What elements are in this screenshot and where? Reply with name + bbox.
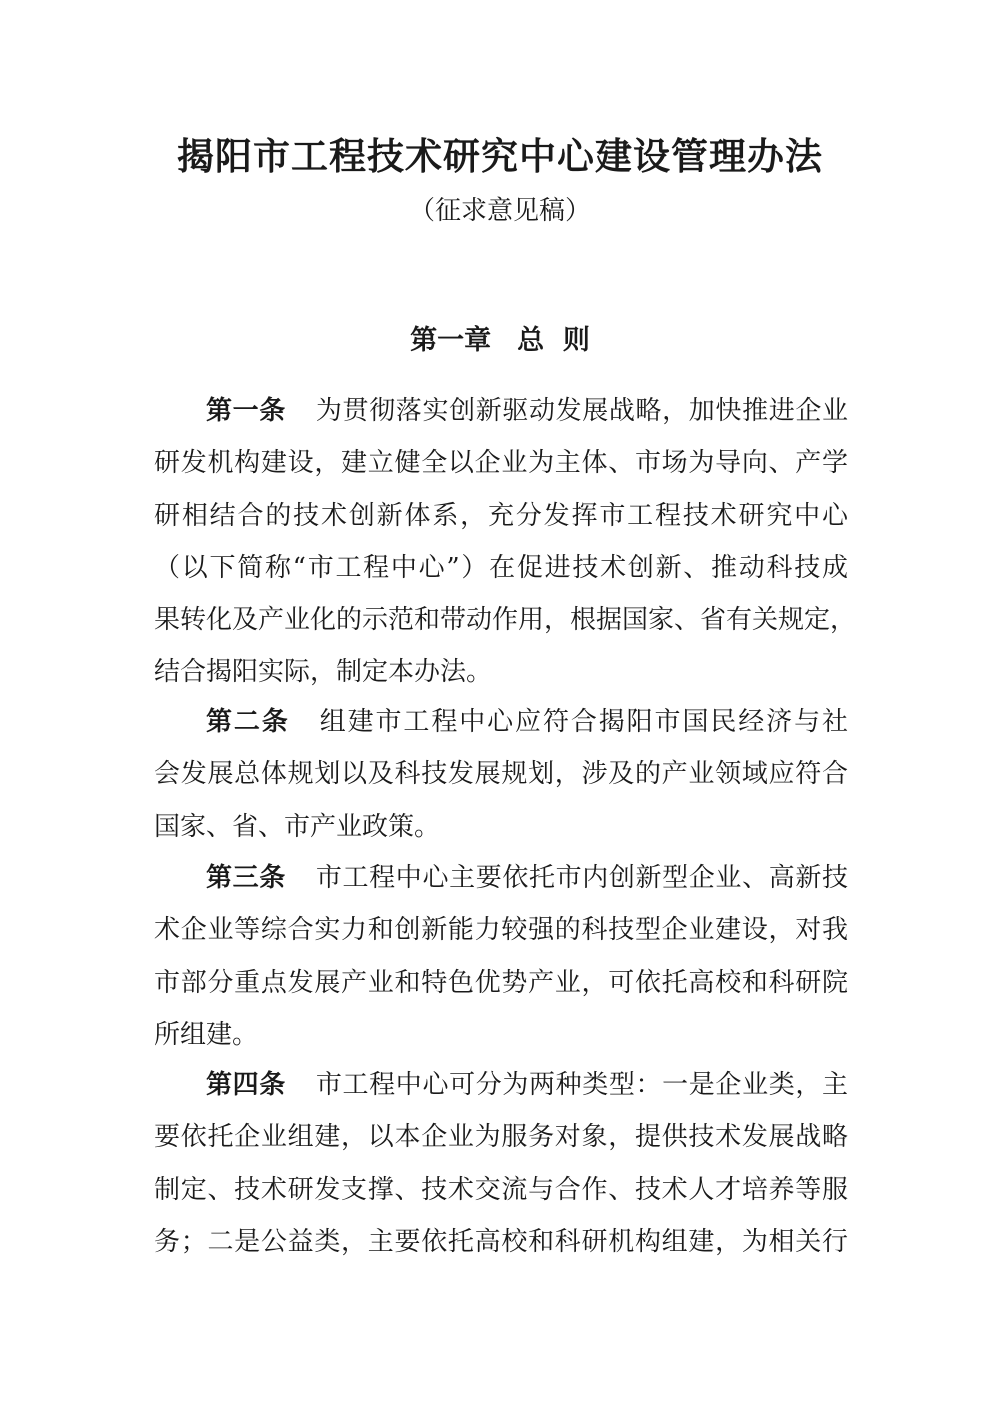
- article-1: [154, 385, 857, 699]
- article-line: 务；二是公益类，主要依托高校和科研机构组建，为相关行: [154, 1226, 848, 1257]
- chapter-label: 第一章: [410, 325, 492, 356]
- article-line: [154, 852, 848, 904]
- article-text: 市工程中心可分为两种类型：一是企业类，主: [315, 1070, 848, 1100]
- document-subtitle: （征求意见稿）: [408, 196, 591, 226]
- document-title: 揭阳市工程技术研究中心建设管理办法: [177, 135, 823, 178]
- article-lead: 第二条: [206, 707, 290, 737]
- article-2: [154, 696, 848, 853]
- article-line: 研相结合的技术创新体系，充分发挥市工程技术研究中心: [154, 500, 848, 531]
- article-line: [154, 1059, 848, 1111]
- article-3: [154, 852, 848, 1061]
- article-line: （以下简称“市工程中心”）在促进技术创新、推动科技成: [154, 552, 848, 583]
- article-line: 要依托企业组建，以本企业为服务对象，提供技术发展战略: [154, 1122, 848, 1153]
- article-lead: 第三条: [206, 863, 286, 893]
- article-lead: 第一条: [206, 396, 286, 426]
- article-line: 所组建。: [154, 1019, 259, 1050]
- article-line: 结合揭阳实际，制定本办法。: [154, 657, 493, 688]
- article-4: [154, 1059, 848, 1268]
- article-line: 果转化及产业化的示范和带动作用，根据国家、省有关规定，: [154, 605, 857, 636]
- article-text: 组建市工程中心应符合揭阳市国民经济与社: [319, 707, 848, 737]
- article-line: 国家、省、市产业政策。: [154, 811, 441, 842]
- chapter-name: 总 则: [517, 325, 590, 356]
- chapter-heading: [0, 322, 1000, 360]
- article-text: 为贯彻落实创新驱动发展战略，加快推进企业: [315, 396, 848, 426]
- article-line: [154, 385, 848, 437]
- article-line: 会发展总体规划以及科技发展规划，涉及的产业领域应符合: [154, 759, 848, 790]
- article-line: 术企业等综合实力和创新能力较强的科技型企业建设，对我: [154, 915, 848, 946]
- article-line: 市部分重点发展产业和特色优势产业，可依托高校和科研院: [154, 967, 848, 998]
- article-line: [154, 696, 848, 748]
- article-line: 制定、技术研发支撑、技术交流与合作、技术人才培养等服: [154, 1174, 848, 1205]
- article-line: 研发机构建设，建立健全以企业为主体、市场为导向、产学: [154, 448, 848, 479]
- article-lead: 第四条: [206, 1070, 286, 1100]
- article-text: 市工程中心主要依托市内创新型企业、高新技: [315, 863, 848, 893]
